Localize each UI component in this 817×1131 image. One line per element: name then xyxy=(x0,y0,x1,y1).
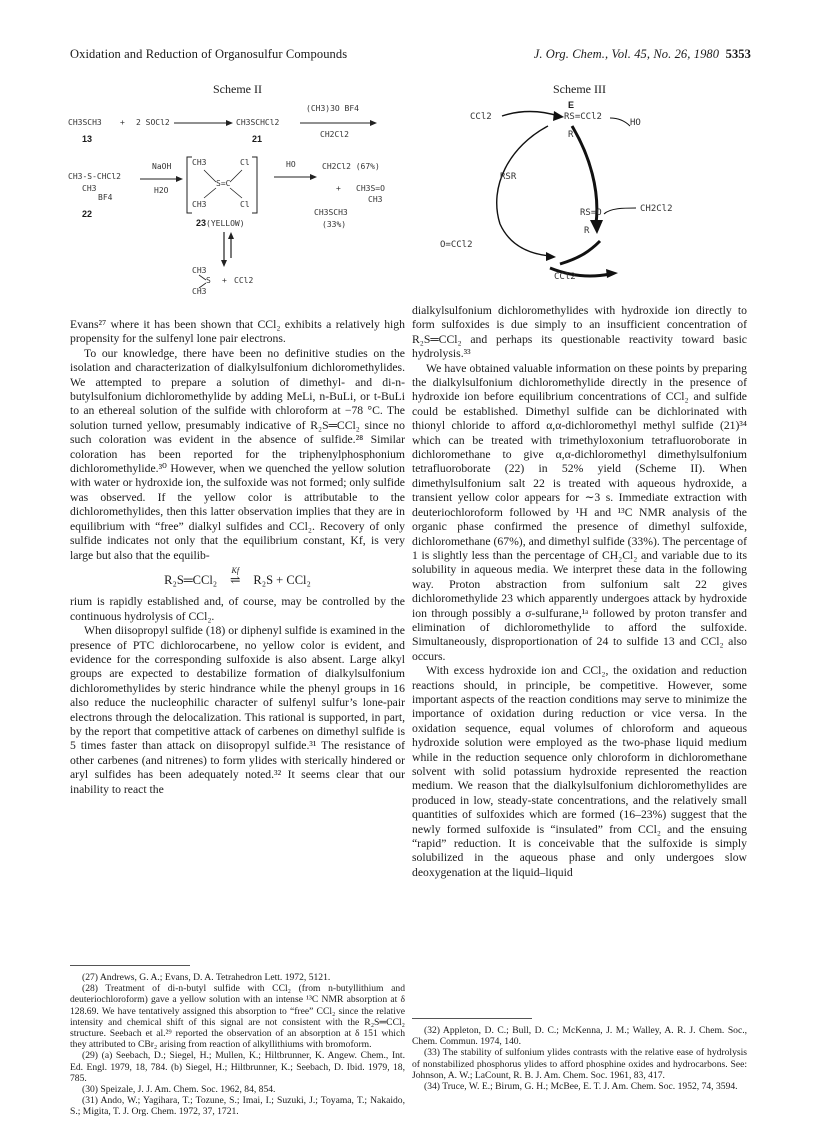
footnote: (30) Speizale, J. J. Am. Chem. Soc. 1962, 84, 854. xyxy=(82,1084,276,1096)
yellow-note: (YELLOW) xyxy=(206,219,245,228)
left-column xyxy=(70,318,405,797)
dichloromethane: CH2Cl2 xyxy=(640,204,673,214)
reaction-arrow xyxy=(300,118,378,128)
footnote: (33) The stability of sulfonium ylides contrasts with the relative ease of hydrolysis of nonstabilized phosphorus ylides to afford phosphine oxides and hydrocarbons. See: Johnson, A. W.; LaCount, R. B. J. Am. Chem. Soc. 1961, 83, 417. xyxy=(412,1047,747,1081)
scheme-2-title: Scheme II xyxy=(213,82,262,96)
scheme-3-figure xyxy=(440,96,760,296)
ylide-methyl-bottom: CH3 xyxy=(192,200,207,209)
footnote: (27) Andrews, G. A.; Evans, D. A. Tetrahedron Lett. 1972, 5121. xyxy=(82,972,331,983)
tetrafluoroborate: BF4 xyxy=(98,193,113,202)
paragraph: rium is rapidly established and, of course, may be controlled by the continuous hydrolysis of CCl₂. xyxy=(70,595,405,623)
product-dmso-methyl: CH3 xyxy=(368,195,383,204)
solvent-dichloromethane: CH2Cl2 xyxy=(320,130,349,139)
reaction-arrow xyxy=(140,174,184,184)
dimethyl-sulfide-sulfur: S xyxy=(206,276,211,285)
equation-right: R₂S + CCl₂ xyxy=(253,572,311,587)
carbene-bottom: CCl2 xyxy=(554,272,576,282)
footnote: (32) Appleton, D. C.; Bull, D. C.; McKenna, J. M.; Walley, A. R. J. Chem. Soc., Chem. Commun. 1974, 140. xyxy=(412,1025,747,1048)
product-dmso: CH3S=O xyxy=(356,184,385,193)
dimethyl-sulfide-methyl-bottom: CH3 xyxy=(192,287,207,296)
compound-label-13: 13 xyxy=(82,134,93,144)
hydroxide-label: HO xyxy=(630,118,641,128)
page-number: 5353 xyxy=(725,47,751,61)
catalytic-cycle xyxy=(440,96,760,296)
compound-label-22: 22 xyxy=(82,209,93,219)
reactant-dimethyl-sulfide: CH3SCH3 xyxy=(68,118,102,127)
footnote: (29) (a) Seebach, D.; Siegel, H.; Mullen, K.; Hiltbrunner, K. Angew. Chem., Int. Ed. Engl. 1979, 18, 784. (b) Siegel, H.; Hiltbrunner, K.; Seebach, D. Ibid. 1979, 18, 785. xyxy=(70,1050,405,1084)
footnote: (31) Ando, W.; Yagihara, T.; Tozune, S.; Imai, I.; Suzuki, J.; Toyama, T.; Nakaido, S.; Migita, T. J. Org. Chem. 1972, 37, 1721. xyxy=(70,1095,405,1118)
paragraph: We have obtained valuable information on these points by preparing the dialkylsulfonium dichloromethylide directly in the presence of hydroxide ion before equilibrium concentrations of CCl₂ and sulfide could be established. Dimethyl sulfide can be dichlorinated with thionyl chloride to afford α,α-dichloromethyl methyl sulfide (21)³⁴ which can be treated with trimethyloxonium tetrafluoroborate in dichloromethane to give α,α-dichloromethyl dimethylsulfonium tetrafluoroborate (22) in 52% yield (Scheme II). When dimethylsulfonium salt 22 is treated with aqueous hydroxide, a transient yellow color appears for ∼3 s. Immediate extraction with deuteriochloroform followed by ¹H and ¹³C NMR analysis of the organic phase confirmed the presence of dimethyl sulfoxide, dichloromethane (67%), and dimethyl sulfide (33%). The percentage of 1 is slightly less than the percentage of CH₂Cl₂ and variable due to its solubility in aqueous media. We interpret these data in the following way. Proton abstraction from sulfonium salt 22 gives dichloromethylide 23 which apparently undergoes attack by hydroxide ion through possibly a σ-sulfurane,¹ᵃ followed by proton transfer and elimination of dichloromethylide to afford the sulfoxide. Simultaneously, disproportionation of 24 to sulfide 13 and CCl₂ also occurs. xyxy=(412,361,747,663)
phosgene: O=CCl2 xyxy=(440,240,473,250)
paragraph: Evans²⁷ where it has been shown that CCl₂ exhibits a relatively high propensity for the sulfenyl lone pair electrons. xyxy=(70,318,405,346)
left-footnotes xyxy=(70,965,405,1118)
footnote: (28) Treatment of di-n-butyl sulfide with CCl₂ (from n-butyllithium and deuteriochloroform) gave a yellow solution with an intense ¹³C NMR absorption at δ 128.69. We have tentatively assigned this absorption to “free” CCl₂ since the relative intensity and chemical shift of this signal are not consistent with the R₂S═CCl₂ structure. Seebach et al.²⁹ reported the observation of an absorption at δ 151 which they attributed to CBr₂ arising from reaction of alkyllithiums with bromoform. xyxy=(70,983,405,1051)
plus-sign: + xyxy=(222,276,227,285)
running-header-journal xyxy=(534,47,751,62)
scheme-3-title: Scheme III xyxy=(553,82,606,96)
equilibrium-equation xyxy=(70,565,405,587)
scheme-2-figure xyxy=(68,96,413,301)
paragraph: When diisopropyl sulfide (18) or diphenyl sulfide is examined in the presence of PTC dichlorocarbene, no yellow color is evident, and evidence for the corresponding sulfoxide is also absent. Large alkyl groups are expected to destabilize formation of dialkylsulfonium dichloromethylides by steric hindrance while the phenyl groups in 16 also reduce the nucleophilic character of sulfenyl sulfur’s lone-pair electrons through the delocalization. This rational is supported, in part, by the report that competitive attack of carbenes on dimethyl sulfide is 5 times faster than attack on diisopropyl sulfide.³¹ The resistance of other carbenes (and nitrenes) to form ylides with sterically hindered or aryl sulfides has been adequately noted.³² It seems clear that our inability to react the xyxy=(70,624,405,796)
ylide-sulfur-carbon: S=C xyxy=(216,179,231,188)
product-dimethyl-sulfide: CH3SCH3 xyxy=(314,208,348,217)
sulfide-bonds xyxy=(198,274,208,290)
sulfoxide-r-group: R xyxy=(584,226,590,236)
equilibrium-constant: Kf xyxy=(231,565,240,575)
reagent-naoh: NaOH xyxy=(152,162,172,171)
paragraph: dialkylsulfonium dichloromethylides with hydroxide ion directly to form sulfoxides is due simply to an insufficient concentration of R₂S═CCl₂ and perhaps its questionable reactivity toward basic hydrolysis.³³ xyxy=(412,304,747,361)
equilibrium-arrows xyxy=(218,230,238,268)
product-sulfide-yield: (33%) xyxy=(322,220,347,229)
running-header-title: Oxidation and Reduction of Organosulfur Compounds xyxy=(70,47,348,61)
journal-citation: J. Org. Chem., Vol. 45, No. 26, 1980 xyxy=(533,47,720,61)
equilibrium-arrow: Kf ⇌ xyxy=(220,573,250,587)
paragraph: To our knowledge, there have been no definitive studies on the isolation and characterization of dialkylsulfonium dichloromethylides. We attempted to prepare a solution of dimethyl- and di-n-butylsulfonium dichloromethylide by adding MeLi, n-BuLi, or t-BuLi to an ethereal solution of the sulfide with chloroform at −78 °C. The solution turned yellow, presumably indicative of R₂S═CCl₂ since no such coloration was evident in the absence of sulfide.²⁸ Similar coloration has been reported for the triphenylphosphonium dichloromethylide.³⁰ However, when we quenched the yellow solution with water or hydroxide ion, the sulfoxide was not formed; only sulfide was observed. If the yellow color is attributable to the dichloromethylides, then this latter observation implies that they are in equilibrium with “free” dialkyl sulfides and CCl₂. Recovery of only sulfide indicates not only that the equilibrium constant, Kf, is very large but also that the equilib- xyxy=(70,346,405,562)
sulfonium-salt: CH3-S-CHCl2 xyxy=(68,172,121,181)
compound-label-21: 21 xyxy=(252,134,263,144)
paragraph: With excess hydroxide ion and CCl₂, the oxidation and reduction reactions should, in principle, be competitive. However, some important aspects of the reaction conditions may serve to minimize the importance of oxidation during reduction or vice versa. In the oxidation sequence, equal volumes of chloroform and aqueous hydroxide solution were employed as the two-phase liquid medium while in the reduction sequence only chloroform in dichloromethane solvent with solid potassium hydroxide represented the reaction medium. We reason that the dialkylsulfonium dichloromethylides are produced in low, steady-state concentrations, and the relatively small quantities of sulfoxides which are formed (16–23%) suggest that the newly formed sulfoxide is “insulated” from CCl₂ and the ensuing “rapid” reduction. It is conceivable that the sulfoxide is simply solubilized in the aqueous phase and only undergoes slow deoxygenation at the liquid–liquid xyxy=(412,664,747,879)
right-footnotes xyxy=(412,1018,747,1092)
compound-label-23: 23(YELLOW) xyxy=(196,218,245,228)
footnote-rule xyxy=(412,1018,532,1019)
ylide-e: RS=CCl2 xyxy=(564,112,602,122)
footnote-rule xyxy=(70,965,190,966)
plus-sign: + xyxy=(336,184,341,193)
product-dichloromethane: CH2Cl2 (67%) xyxy=(322,162,380,171)
sulfonium-methyl: CH3 xyxy=(82,184,97,193)
hydroxide-label: HO xyxy=(286,160,296,169)
reaction-arrow xyxy=(174,118,234,128)
carbene-top: CCl2 xyxy=(470,112,492,122)
ylide-r-group: R xyxy=(568,130,574,140)
footnote: (34) Truce, W. E.; Birum, G. H.; McBee, E. T. J. Am. Chem. Soc. 1952, 74, 3594. xyxy=(424,1081,738,1093)
reactant-thionyl-chloride: 2 SOCl2 xyxy=(136,118,170,127)
dialkyl-sulfide: RSR xyxy=(500,172,517,182)
dimethyl-sulfide-methyl-top: CH3 xyxy=(192,266,207,275)
product-dichloromethyl-sulfide: CH3SCHCl2 xyxy=(236,118,280,127)
ylide-chlorine-bottom: Cl xyxy=(240,200,250,209)
solvent-water: H2O xyxy=(154,186,169,195)
right-column xyxy=(412,304,747,880)
ylide-methyl-top: CH3 xyxy=(192,158,207,167)
reagent-trimethyloxonium: (CH3)3O BF4 xyxy=(306,104,359,113)
sulfoxide: RS=O xyxy=(580,208,602,218)
reaction-arrow xyxy=(274,172,318,182)
scheme-label-e: E xyxy=(568,100,575,110)
dichlorocarbene: CCl2 xyxy=(234,276,254,285)
plus-sign: + xyxy=(120,118,125,127)
equation-left: R₂S═CCl₂ xyxy=(164,572,218,587)
ylide-chlorine-top: Cl xyxy=(240,158,250,167)
